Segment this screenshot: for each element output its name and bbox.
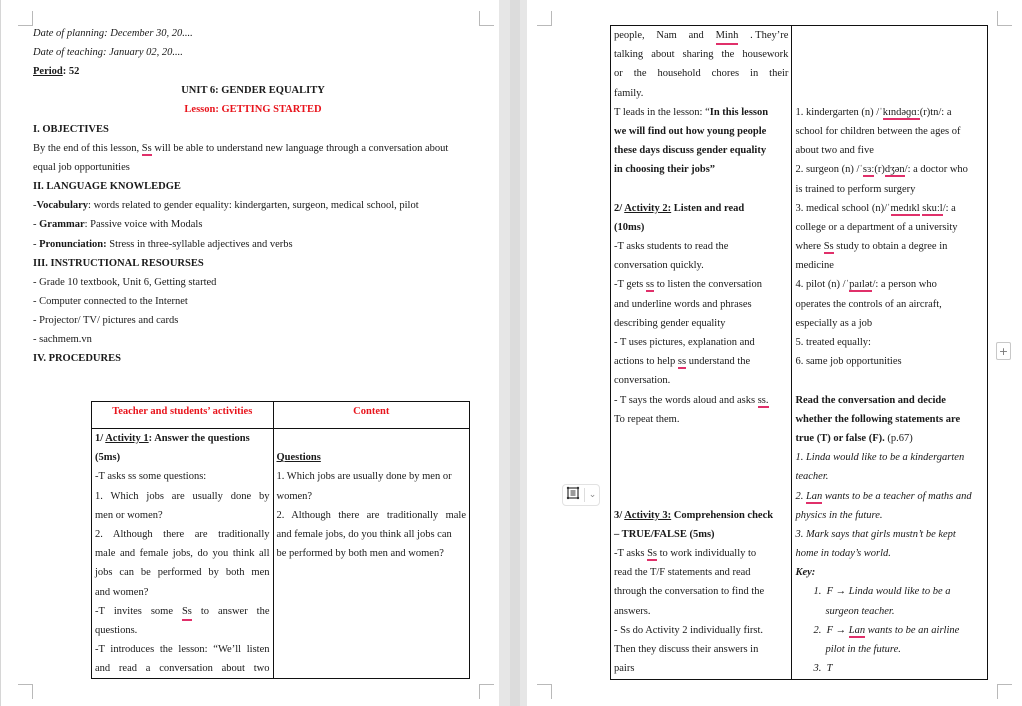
activity-line: through the conversation to find the <box>614 586 765 598</box>
grammar-label: Grammar <box>39 219 85 230</box>
vocab-line: school for children between the ages of <box>795 125 961 137</box>
vocab-line: medicine <box>795 260 834 272</box>
spacer <box>795 26 984 45</box>
activity-line: jobs can be performed by both men <box>95 567 270 579</box>
vocab-line <box>795 199 984 218</box>
objectives-text <box>33 139 448 158</box>
lead-in-line <box>614 103 788 122</box>
spellcheck-word[interactable]: kɪndəɡɑː <box>882 106 920 118</box>
vocab-line <box>795 237 984 256</box>
key-item-cont: surgeon teacher. <box>825 605 895 617</box>
statement-line: physics in the future. <box>795 509 883 521</box>
spacer <box>277 429 467 448</box>
activity-line: - T uses pictures, explanation and <box>614 337 755 348</box>
text: in choosing their jobs <box>614 164 710 176</box>
task-line <box>795 429 984 448</box>
spellcheck-word[interactable]: paɪlət <box>849 279 873 291</box>
spacer <box>614 429 788 448</box>
spacer <box>795 45 984 64</box>
vocab-line: operates the controls of an aircraft, <box>795 298 942 310</box>
spellcheck-word[interactable]: sɜː <box>862 164 875 176</box>
vocab-line <box>795 103 984 122</box>
spellcheck-word[interactable]: Ss <box>647 548 657 560</box>
text: (r) <box>874 164 885 176</box>
vocabulary-item: -Vocabulary: words related to gender equality: kindergarten, surgeon, medical school, pilot <box>33 200 419 211</box>
statement-line <box>795 487 984 506</box>
key-number: 3. <box>813 663 822 675</box>
word: people, <box>614 30 645 41</box>
resource-item: - Computer connected to the Internet <box>33 296 188 307</box>
text: (r)tn/: a <box>919 106 952 118</box>
spellcheck-word[interactable]: Lan <box>848 624 866 636</box>
activity-line: family. <box>614 87 644 99</box>
statement-line: 3. Mark says that girls mustn’t be kept <box>795 528 956 540</box>
resource-item: - Grade 10 textbook, Unit 6, Getting started <box>33 277 217 288</box>
activity-3-title <box>614 506 788 525</box>
text: By the end of this lesson, <box>33 143 142 154</box>
activities-cell <box>92 429 274 679</box>
key-item <box>795 621 984 640</box>
vocab-line: 5. treated equally: <box>795 337 871 348</box>
word: Nam <box>656 30 677 41</box>
text: will be able to understand new language through a conversation about <box>151 143 449 154</box>
page-ref: (p.67) <box>884 432 913 444</box>
text: Comprehension check <box>671 509 774 521</box>
word: -T <box>95 605 105 617</box>
activity-line: talking about sharing the housework <box>614 49 789 61</box>
procedures-table-page2 <box>610 25 988 680</box>
word: invites <box>113 605 142 617</box>
procedures-table-page1 <box>91 401 470 679</box>
question-line: women? <box>276 490 313 502</box>
divider <box>584 488 585 502</box>
statement-line: home in today’s world. <box>795 548 891 560</box>
key-item <box>795 582 984 601</box>
document-page-2 <box>527 0 1022 706</box>
text: 3. medical school (n)/ˈ <box>795 202 891 214</box>
key-text: T <box>826 663 833 675</box>
question-line: 1. Which jobs are usually done by men or <box>276 471 452 483</box>
spellcheck-word[interactable]: Ss <box>823 241 834 253</box>
vocab-line: college or a department of a university <box>795 221 958 233</box>
activity-line: -T asks students to read the <box>614 241 729 253</box>
key-text: F → Linda would like to be a <box>826 586 951 598</box>
spacer <box>614 448 788 467</box>
vocab-line: 6. same job opportunities <box>795 356 902 368</box>
resources-heading: III. INSTRUCTIONAL RESOURSES <box>33 258 204 269</box>
text: T leads in the lesson: “ <box>614 106 710 118</box>
period-label: Period <box>33 66 63 77</box>
crop-mark-bottom-right <box>997 684 1012 699</box>
spacer <box>795 84 984 103</box>
activity-line: and underline words and phrases <box>614 298 752 310</box>
text: 2/ <box>614 202 625 214</box>
resource-item: - Projector/ TV/ pictures and cards <box>33 315 179 326</box>
vocab-line: especially as a job <box>795 317 873 329</box>
task-line: Read the conversation and decide <box>795 394 946 406</box>
activity-line: -T asks ss some questions: <box>95 471 207 483</box>
spellcheck-word[interactable]: ss <box>645 279 655 291</box>
objectives-heading: I. OBJECTIVES <box>33 124 109 135</box>
text: 2. surgeon (n) /ˈ <box>795 164 863 176</box>
layout-options-icon <box>566 486 580 505</box>
text: /: a person who <box>872 279 937 291</box>
activity-time: (5ms) <box>95 452 121 464</box>
key-item-cont: pilot in the future. <box>825 644 901 655</box>
text: true (T) or false (F). <box>795 432 885 444</box>
statement-line: teacher. <box>795 471 829 483</box>
text: Listen and read <box>671 202 745 214</box>
text: to listen the conversation <box>654 279 762 291</box>
spellcheck-word[interactable]: dʒən <box>884 164 905 176</box>
pron-label: Pronunciation: <box>39 239 107 250</box>
grammar-item: - Grammar: Passive voice with Modals <box>33 219 203 230</box>
text: actions to help <box>614 356 678 368</box>
activity-line: 2. Although there are traditionally <box>95 528 270 540</box>
text: understand the <box>686 356 751 368</box>
text: /: a <box>942 202 956 214</box>
page-shadow <box>510 0 520 706</box>
key-item <box>795 659 984 678</box>
document-page-1 <box>0 0 499 706</box>
activity-line: Then they discuss their answers in <box>614 644 759 655</box>
vocab-label: Vocabulary <box>36 200 89 211</box>
text: to work individually to <box>657 548 757 560</box>
questions-heading: Questions <box>276 452 321 464</box>
text: In this lesson <box>709 106 769 118</box>
activity-line: conversation quickly. <box>614 260 704 272</box>
crop-mark-bottom-left <box>18 684 33 699</box>
activity-line: -T introduces the lesson: “We’ll listen <box>95 644 270 656</box>
vocab-line <box>795 160 984 179</box>
text: -T asks <box>614 548 648 560</box>
spacer <box>614 487 788 506</box>
text: 2. <box>795 490 806 502</box>
pronunciation-item: - Pronunciation: Stress in three-syllable adjectives and verbs <box>33 239 293 250</box>
activity-line <box>614 275 788 294</box>
objectives-text-2: equal job opportunities <box>33 162 130 173</box>
activity-line: and read a conversation about two <box>95 663 270 675</box>
word: answer <box>217 605 248 617</box>
date-of-planning: Date of planning: December 30, 20.... <box>33 28 193 39</box>
key-number: 2. <box>813 624 822 636</box>
add-row-button[interactable]: + <box>996 342 1011 360</box>
chevron-down-icon: ⌄ <box>588 490 597 500</box>
key-text: F → <box>826 624 849 636</box>
activity-line: questions. <box>95 624 138 636</box>
period <box>33 62 79 81</box>
content-cell <box>273 429 470 679</box>
spellcheck-word[interactable]: Minh <box>716 26 739 45</box>
key-number: 1. <box>813 586 822 598</box>
unit-title: UNIT 6: GENDER EQUALITY <box>181 85 325 96</box>
activity-line: pairs <box>614 663 635 675</box>
activity-line: - Ss do Activity 2 individually first. <box>614 624 764 636</box>
crop-mark-top-right <box>997 11 1012 26</box>
procedures-heading: IV. PROCEDURES <box>33 353 121 364</box>
activity-line: male and female jobs, do you think all <box>95 548 270 560</box>
spacer <box>795 371 984 390</box>
spellcheck-word[interactable]: Lan <box>805 490 823 502</box>
spellcheck-word[interactable]: medɪkl <box>890 202 920 214</box>
crop-mark-bottom-left <box>537 684 552 699</box>
activity-line: To repeat them. <box>614 413 680 425</box>
text: wants to be a teacher of maths and <box>822 490 972 502</box>
page-gap <box>499 0 527 706</box>
spacer <box>614 467 788 486</box>
key-text: wants to be an airline <box>865 624 960 636</box>
text: 1. kindergarten (n) /ˈ <box>795 106 883 118</box>
text: : Answer the questions <box>148 433 250 444</box>
header-activities: Teacher and students’ activities <box>92 402 274 429</box>
activity-line <box>614 352 788 371</box>
language-heading: II. LANGUAGE KNOWLEDGE <box>33 181 181 192</box>
text: ” <box>709 164 716 176</box>
text: /: a doctor who <box>904 164 968 176</box>
activity-line <box>614 391 788 410</box>
task-line: whether the following statements are <box>795 413 961 425</box>
spellcheck-word[interactable]: Ss <box>182 602 192 621</box>
activities-cell <box>611 26 792 680</box>
text: - T says the words aloud and asks <box>614 394 758 406</box>
crop-mark-top-left <box>537 11 552 26</box>
text: 4. pilot (n) /ˈ <box>795 279 850 291</box>
text: study to obtain a degree in <box>833 241 948 253</box>
resource-item: - sachmem.vn <box>33 334 92 345</box>
text: where <box>795 241 824 253</box>
word: to <box>200 605 210 617</box>
question-line: and female jobs, do you think all jobs can <box>276 528 452 540</box>
activity-line: 1. Which jobs are usually done by <box>95 490 270 502</box>
header-content: Content <box>273 402 470 429</box>
spellcheck-word[interactable]: ss. <box>757 394 769 406</box>
activity-line <box>614 544 788 563</box>
spellcheck-word[interactable]: ss <box>677 356 687 368</box>
pron-text: Stress in three-syllable adjectives and verbs <box>106 239 293 250</box>
activity-line: or the household chores in their <box>614 68 789 80</box>
activity-line: answers. <box>614 605 651 617</box>
activity-label: Activity 3: <box>624 509 672 521</box>
activity-line <box>95 602 270 621</box>
activity-line: and women? <box>95 586 149 598</box>
spacer <box>614 180 788 199</box>
statement-line: 1. Linda would like to be a kindergarten <box>795 452 965 464</box>
activity-label: Activity 2: <box>624 202 672 214</box>
text: 1/ <box>95 433 106 444</box>
vocab-line <box>795 275 984 294</box>
vocab-text: : words related to gender equality: kindergarten, surgeon, medical school, pilot <box>88 200 419 211</box>
key-label: Key: <box>795 567 816 579</box>
crop-mark-bottom-right <box>479 684 494 699</box>
vocab-line: is trained to perform surgery <box>795 183 916 195</box>
lead-in-line <box>614 160 788 179</box>
period-value: : 52 <box>62 66 80 77</box>
lead-in-line: these days discuss gender equality <box>614 145 767 157</box>
activity-2-title <box>614 199 788 218</box>
word: the <box>256 605 270 617</box>
activity-1-title <box>95 429 270 448</box>
spellcheck-word[interactable]: skuːl <box>922 202 943 214</box>
text: 3/ <box>614 509 625 521</box>
crop-mark-top-right <box>479 11 494 26</box>
lead-in-line: we will find out how young people <box>614 125 767 137</box>
question-line: 2. Although there are traditionally male <box>276 509 466 521</box>
layout-options-button[interactable] <box>562 484 600 506</box>
activity-time: (10ms) <box>614 221 645 233</box>
question-line: be performed by both men and women? <box>276 548 444 560</box>
activity-line <box>614 26 788 45</box>
activity-line: describing gender equality <box>614 317 726 329</box>
text: -T gets <box>614 279 646 291</box>
vocab-line: about two and five <box>795 145 874 157</box>
content-cell <box>792 26 988 680</box>
spacer <box>795 64 984 83</box>
word: some <box>150 605 173 617</box>
word: . They’re <box>750 30 789 41</box>
activity-line: read the T/F statements and read <box>614 567 751 579</box>
date-of-teaching: Date of teaching: January 02, 20.... <box>33 47 183 58</box>
grammar-text: : Passive voice with Modals <box>84 219 203 230</box>
activity-line: conversation. <box>614 375 671 387</box>
activity-line: men or women? <box>95 509 163 521</box>
word: and <box>688 30 704 41</box>
activity-title-cont: – TRUE/FALSE (5ms) <box>614 528 715 540</box>
spellcheck-word[interactable]: Ss <box>141 143 152 154</box>
activity-label: Activity 1 <box>105 433 149 444</box>
lesson-title: Lesson: GETTING STARTED <box>184 104 322 115</box>
crop-mark-top-left <box>18 11 33 26</box>
